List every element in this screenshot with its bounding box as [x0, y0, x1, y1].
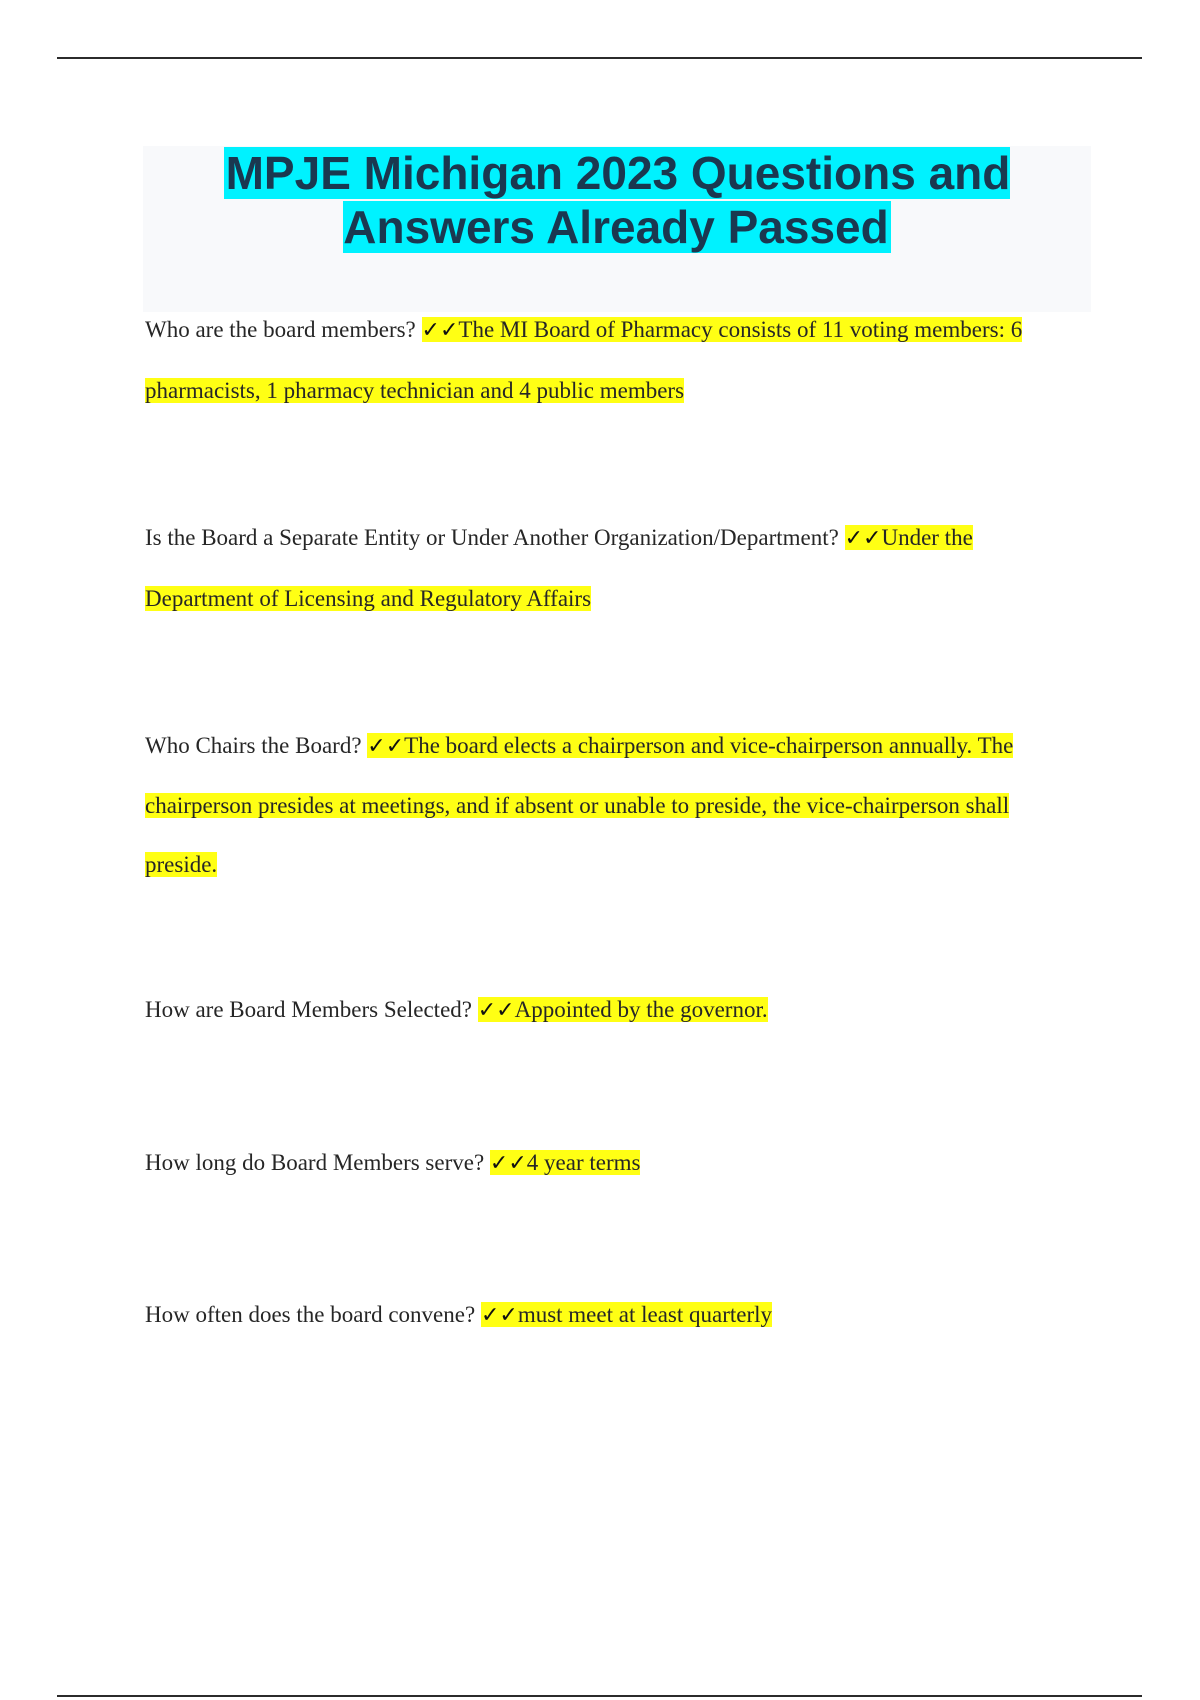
answer-text: 4 year terms: [526, 1150, 641, 1175]
answer-text: Appointed by the governor.: [514, 997, 768, 1022]
qa-item: [145, 980, 1075, 1041]
answer-text: The MI Board of Pharmacy consists of 11 voting members: 6 pharmacists, 1 pharmacy technician and 4 public members: [145, 317, 1023, 403]
question-text: How often does the board convene?: [145, 1302, 476, 1327]
answer-text: The board elects a chairperson and vice-chairperson annually. The chairperson presides at meetings, and if absent or unable to preside, the vice-chairperson shall preside.: [145, 733, 1014, 877]
answer-highlight: [490, 1150, 641, 1175]
double-check-icon: ✓✓: [489, 1151, 527, 1176]
double-check-icon: ✓✓: [477, 998, 515, 1023]
question-text: Who are the board members?: [145, 317, 416, 342]
answer-text: Under the Department of Licensing and Regulatory Affairs: [145, 525, 973, 611]
qa-item: [145, 300, 1075, 421]
answer-text: must meet at least quarterly: [517, 1302, 773, 1327]
question-text: How long do Board Members serve?: [145, 1150, 485, 1175]
title-block: [143, 146, 1091, 312]
double-check-icon: ✓✓: [844, 526, 882, 551]
double-check-icon: ✓✓: [480, 1303, 518, 1328]
question-text: Who Chairs the Board?: [145, 733, 362, 758]
answer-highlight: [481, 1302, 772, 1327]
document-title: [143, 146, 1091, 254]
qa-item: [145, 716, 1075, 894]
question-text: How are Board Members Selected?: [145, 997, 472, 1022]
document-title-text: MPJE Michigan 2023 Questions and Answers Already Passed: [225, 147, 1011, 253]
bottom-rule: [57, 1695, 1142, 1697]
double-check-icon: ✓✓: [421, 318, 459, 343]
qa-item: [145, 1133, 1075, 1194]
qa-item: [145, 1285, 1075, 1346]
question-text: Is the Board a Separate Entity or Under Another Organization/Department?: [145, 525, 839, 550]
answer-highlight: [478, 997, 768, 1022]
top-rule: [57, 57, 1142, 59]
qa-item: [145, 508, 1075, 629]
double-check-icon: ✓✓: [367, 734, 405, 759]
